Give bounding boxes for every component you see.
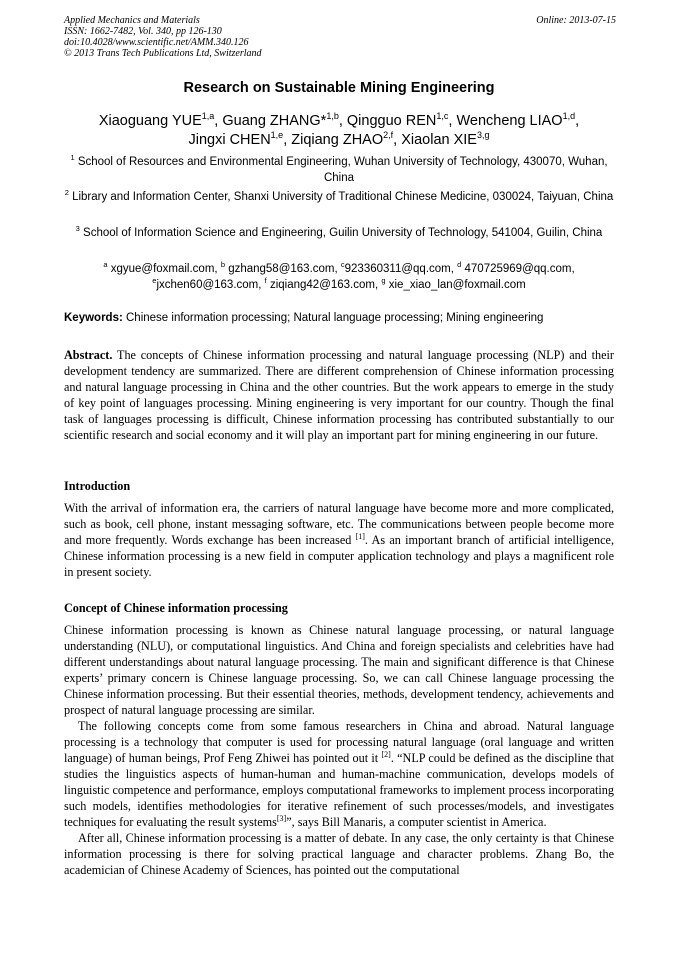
concept-paragraph-1: Chinese information processing is known as Chinese natural language processing, or natural language understanding (NLU), or computational linguistics. And China and foreign specialists and celebrities have had different understandings about natural language processing. The main and significant difference is that Chinese experts’ primary concern is Chinese language processing. So, we can call Chinese language processing the Chinese information processing. But their essential theories, methods, development tendency, achievements and prospect of natural language processing are similar. bbox=[64, 623, 614, 717]
author: Xiaolan XIE$^{3,g}$ bbox=[401, 130, 490, 148]
abstract-text: The concepts of Chinese information processing and natural language processing (NLP) and their development tendency are summarized. There are different comprehension of Chinese information processing and natural language processing in China and the other countries. But the work appears to emerge in the study of key point of languages processing. Mining engineering is very important for our country. Though the final task of languages processing is difficult, Chinese information processing has contributed substantially to our scientific research and social economy and it will play an important part for mining engineering in our future. bbox=[64, 348, 614, 442]
concept-heading: Concept of Chinese information processing bbox=[64, 601, 288, 615]
introduction-heading: Introduction bbox=[64, 479, 131, 493]
email-link[interactable]: 470725969@qq.com, bbox=[464, 263, 575, 275]
author: Wencheng LIAO$^{1,d}$, bbox=[456, 111, 580, 129]
email-link[interactable]: jxchen60@163.com, bbox=[156, 279, 262, 291]
introduction-paragraph: With the arrival of information era, the carriers of natural language have become more and more complicated, such as book, cell phone, instant messaging software, etc. The communications between people become more and more frequently. Words exchange has been increased [1]. As an important branch of artificial intelligence, Chinese information processing is a new field in computer application technology and plays a magnificent role in present society. bbox=[64, 501, 614, 579]
author: Xiaoguang YUE$^{1,a}$, bbox=[98, 111, 223, 129]
affiliation-2: $^2$ Library and Information Center, Shanxi University of Traditional Chinese Medicine, 030024, Taiyuan, China bbox=[64, 188, 614, 203]
keywords-label: Keywords: bbox=[64, 312, 123, 324]
abstract-label: Abstract. bbox=[64, 348, 113, 362]
keywords-text: Chinese information processing; Natural language processing; Mining engineering bbox=[126, 312, 544, 324]
abstract bbox=[64, 347, 614, 443]
concept-paragraph-3: After all, Chinese information processing is a matter of debate. In any case, the only certainty is that Chinese information processing is there for solving practical language and character problems. Zhang Bo, the academician of Chinese Academy of Sciences, has pointed out the computational bbox=[64, 831, 614, 877]
concept-paragraph-2: The following concepts come from some famous researchers in China and abroad. Natural language processing is a technology that computer is used for processing natural language (oral language and written language) of human beings, Prof Feng Zhiwei has pointed out it [2]. “NLP could be defined as the discipline that studies the linguistics aspects of human-human and human-machine communication, develops models of linguistic competence and performance, employs computational frameworks to implement process incorporating such models, identifies methodologies for iterative refinement of such processes/models, and investigates techniques for evaluating the result systems[3]”, says Bill Manaris, a computer scientist in America. bbox=[64, 719, 614, 829]
email-link[interactable]: ziqiang42@163.com, bbox=[269, 279, 379, 291]
author: Guang ZHANG*$^{1,b}$, bbox=[222, 111, 347, 129]
keywords bbox=[64, 312, 616, 324]
email-link[interactable]: xgyue@foxmail.com, bbox=[110, 263, 218, 275]
author: Jingxi CHEN$^{1,e}$, bbox=[188, 130, 292, 148]
citation[interactable]: [3] bbox=[276, 814, 287, 823]
affiliation-1: $^1$ School of Resources and Environmental Engineering, Wuhan University of Technology, 430070, Wuhan, China bbox=[70, 153, 608, 184]
online-date: Online: 2013-07-15 bbox=[536, 15, 616, 26]
copyright-line: © 2013 Trans Tech Publications Ltd, Switzerland bbox=[64, 48, 262, 59]
issn-line: ISSN: 1662-7482, Vol. 340, pp 126-130 bbox=[64, 26, 222, 37]
concept-section bbox=[64, 622, 614, 878]
journal-header bbox=[64, 15, 616, 59]
email-link[interactable]: xie_xiao_lan@foxmail.com bbox=[388, 279, 526, 291]
author-list bbox=[64, 112, 614, 150]
citation[interactable]: [1] bbox=[355, 532, 365, 541]
author: Qingguo REN$^{1,c}$, bbox=[346, 111, 457, 129]
email-link[interactable]: 923360311@qq.com, bbox=[344, 263, 454, 275]
doi-line: doi:10.4028/www.scientific.net/AMM.340.126 bbox=[64, 37, 249, 48]
email-list: $^a$ xgyue@foxmail.com, $^b$ gzhang58@163.com, $^c$923360311@qq.com, $^d$ 470725969@qq.com, $^e$jxchen60@163.com, $^f$ ziqiang42@163.com, $^g$ xie_xiao_lan@foxmail.com bbox=[103, 260, 575, 291]
author: Ziqiang ZHAO$^{2,f}$, bbox=[291, 130, 402, 148]
citation[interactable]: [2] bbox=[381, 750, 391, 759]
affiliation-3: $^3$ School of Information Science and Engineering, Guilin University of Technology, 541004, Guilin, China bbox=[75, 224, 603, 239]
email-link[interactable]: gzhang58@163.com, bbox=[228, 263, 338, 275]
journal-name: Applied Mechanics and Materials bbox=[64, 15, 200, 26]
paper-title: Research on Sustainable Mining Engineering bbox=[183, 80, 495, 96]
